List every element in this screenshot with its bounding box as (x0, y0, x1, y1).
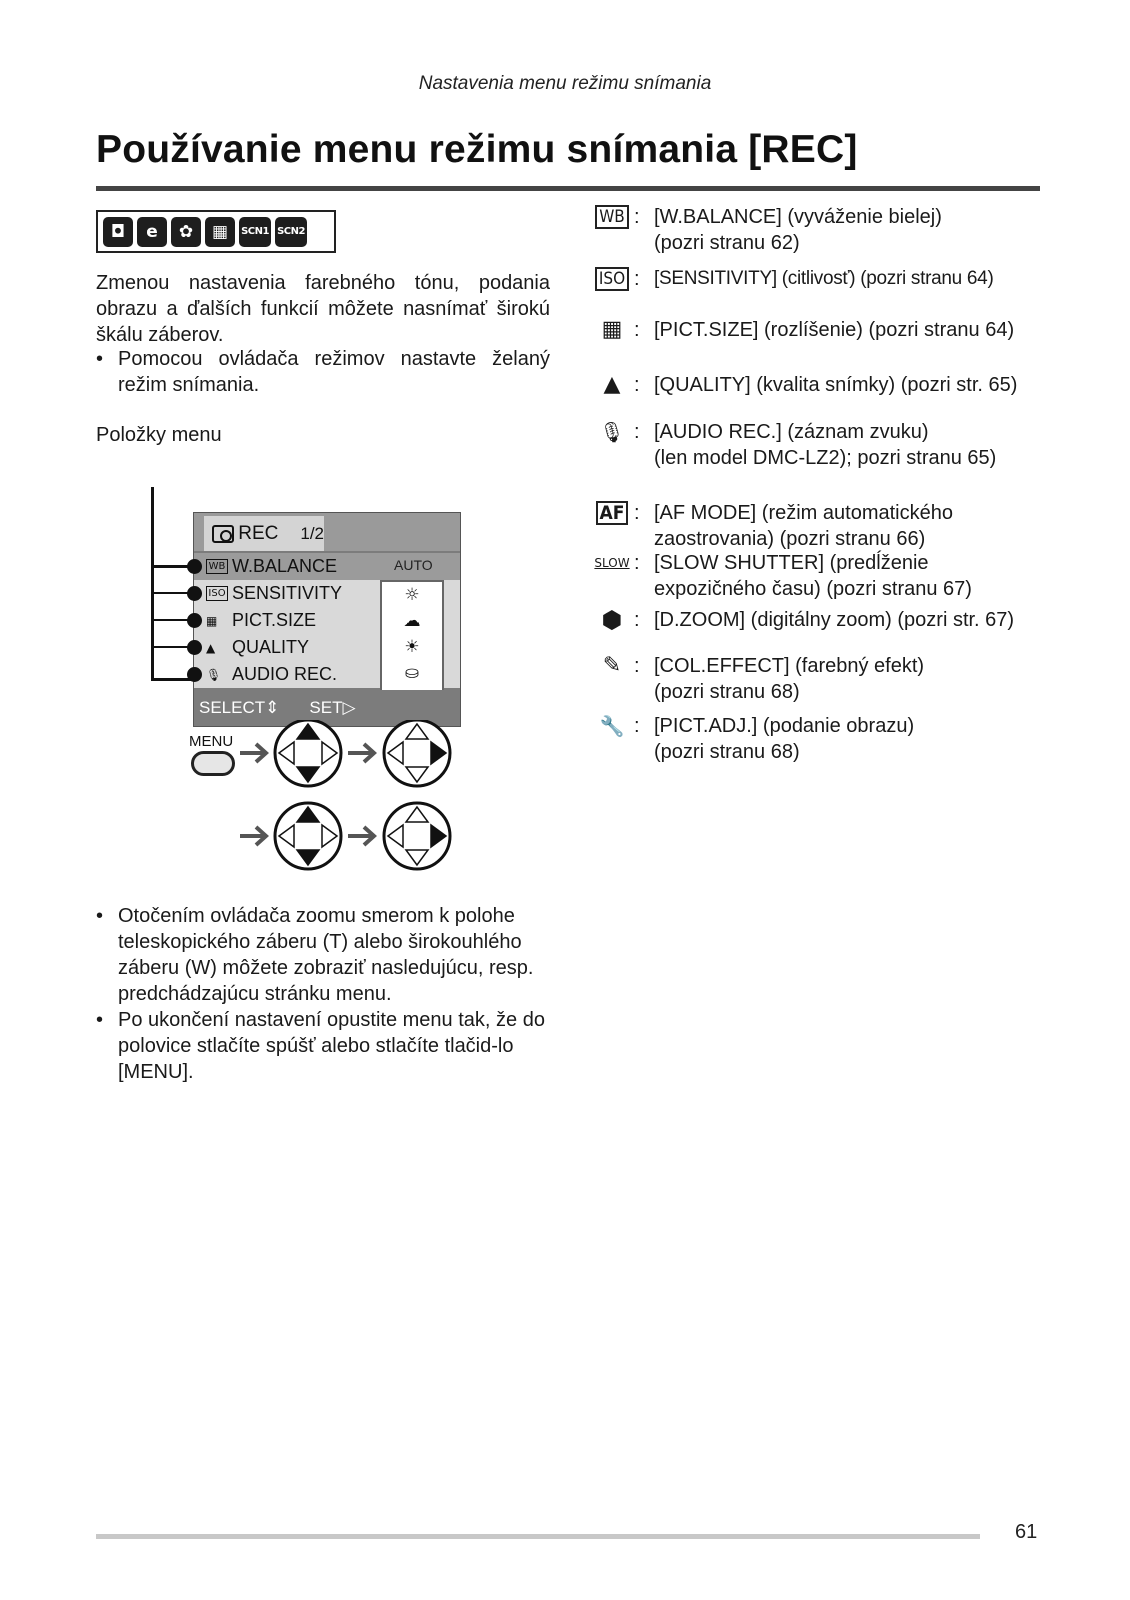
lcd-row-label: QUALITY (232, 637, 310, 657)
pict-size-icon: ▦ (601, 317, 623, 342)
colon: : (634, 552, 640, 574)
bullet-dot: • (96, 905, 104, 927)
cloudy-icon: ☁ (403, 611, 421, 631)
wb-icon: WB (595, 205, 629, 229)
lcd-rec-tab (204, 516, 324, 551)
menu-list-desc: [W.BALANCE] (vyváženie bielej) (pozri stranu 62) (654, 206, 942, 254)
menu-list-desc: [D.ZOOM] (digitálny zoom) (pozri str. 67) (654, 609, 1015, 631)
lcd-wb-value: AUTO (394, 557, 433, 573)
colon: : (634, 268, 640, 290)
lcd-row-label: AUDIO REC. (232, 664, 338, 684)
arrow-right-icon (348, 827, 374, 845)
menu-list-item (590, 607, 1044, 633)
callout-line (151, 592, 191, 594)
colon: : (634, 502, 640, 524)
menu-list-item (590, 372, 1044, 398)
running-head: Nastavenia menu režimu snímania (418, 73, 712, 94)
colon: : (634, 206, 640, 228)
menu-list-item (590, 653, 1044, 705)
bullet-dot: • (96, 1009, 104, 1031)
intro-bullet (96, 346, 550, 398)
colon: : (634, 609, 640, 631)
note-text: Po ukončení nastavení opustite menu tak, že do polovice stlačíte spúšť alebo stlačíte tlačid-lo [MENU]. (118, 1009, 545, 1083)
lcd-row-label: PICT.SIZE (232, 610, 317, 630)
menu-list-item (590, 550, 1044, 602)
slow-shutter-icon: SLOW (594, 556, 630, 570)
wrench-icon: 🔧 (599, 714, 625, 738)
menu-list-desc: [SENSITIVITY] (citlivosť) (pozri stranu 64) (654, 268, 994, 289)
iso-icon: ISO (595, 267, 629, 291)
dpad-up-down-icon (275, 720, 341, 786)
menu-list-desc: [PICT.SIZE] (rozlíšenie) (pozri stranu 64) (654, 319, 1015, 341)
menu-items-heading: Položky menu (96, 424, 222, 446)
daylight-icon: ☼ (404, 585, 420, 605)
scene2-mode-icon: SCN2 (275, 217, 307, 247)
economy-mode-icon: e (137, 217, 167, 247)
mode-icon-strip (96, 210, 336, 253)
microphone-icon: 🎙 (599, 420, 625, 444)
halogen-icon: ☀ (404, 637, 420, 657)
af-icon: AF (596, 501, 629, 525)
pict-size-icon: ▦ (206, 613, 218, 628)
dpad-right-icon (384, 803, 450, 869)
lcd-row-label: SENSITIVITY (232, 583, 343, 603)
colon: : (634, 421, 640, 443)
callout-node (187, 559, 202, 574)
menu-button-label: MENU (189, 733, 234, 750)
colon: : (634, 715, 640, 737)
camera-icon (212, 525, 234, 543)
menu-list-desc: [AUDIO REC.] (záznam zvuku) (len model DMC-LZ2); pozri stranu 65) (654, 421, 997, 469)
white-set-icon: ⛀ (404, 663, 420, 683)
intro-bullet-text: Pomocou ovládača režimov nastavte želaný režim snímania. (118, 348, 550, 396)
movie-mode-icon: ▦ (205, 217, 235, 247)
menu-list-item (590, 317, 1044, 343)
callout-line (151, 646, 191, 648)
iso-icon: ISO (206, 586, 228, 601)
page-number: 61 (1015, 1521, 1038, 1543)
menu-list-desc: [SLOW SHUTTER] (predĺženie expozičného času) (pozri stranu 67) (654, 552, 972, 600)
digital-zoom-icon: ⬢ (601, 606, 623, 634)
menu-list-desc: [AF MODE] (režim automatického zaostrovania) (pozri stranu 66) (654, 502, 953, 550)
scene1-mode-icon: SCN1 (239, 217, 271, 247)
colon: : (634, 655, 640, 677)
lcd-tab-label: REC (238, 522, 279, 544)
arrow-right-icon (348, 744, 374, 762)
lcd-footer-select: SELECT⇕ (199, 698, 280, 717)
wb-icon: WB (206, 559, 228, 574)
lcd-page-indicator: 1/2 (300, 523, 324, 543)
quality-icon: ▲ (603, 372, 621, 397)
dpad-right-icon (384, 720, 450, 786)
menu-list-desc: [QUALITY] (kvalita snímky) (pozri str. 65) (654, 374, 1018, 396)
arrow-right-icon (240, 827, 266, 845)
arrow-right-icon (240, 744, 266, 762)
dpad-sequence-diagram (235, 720, 470, 890)
note-bullet (96, 1007, 550, 1085)
menu-list-desc: [PICT.ADJ.] (podanie obrazu) (pozri stranu 68) (654, 715, 915, 763)
note-bullet (96, 903, 550, 1007)
menu-list-item (590, 266, 1044, 292)
menu-button-icon (191, 751, 235, 776)
menu-list-item (590, 713, 1044, 765)
menu-list-item (590, 204, 1044, 256)
intro-paragraph: Zmenou nastavenia farebného tónu, podania obrazu a ďalších funkcií môžete nasnímať širokú škálu záberov. (96, 272, 550, 346)
lcd-footer-set: SET▷ (309, 698, 356, 717)
menu-list-desc: [COL.EFFECT] (farebný efekt) (pozri stranu 68) (654, 655, 925, 703)
footer-rule (96, 1534, 980, 1539)
bullet-dot: • (96, 348, 104, 370)
page-title: Používanie menu režimu snímania [REC] (96, 128, 858, 171)
callout-line (151, 487, 154, 679)
quality-icon: ▲ (206, 640, 216, 655)
dpad-up-down-icon (275, 803, 341, 869)
macro-mode-icon: ✿ (171, 217, 201, 247)
menu-list-item (590, 500, 1044, 552)
camera-mode-icon: ◘ (103, 217, 133, 247)
menu-list-item (590, 419, 1044, 471)
color-effect-icon: ✎ (602, 653, 622, 678)
title-rule (96, 186, 1040, 191)
callout-node (187, 667, 202, 682)
callout-line (151, 619, 191, 621)
note-text: Otočením ovládača zoomu smerom k polohe teleskopického záberu (T) alebo širokouhlého záberu (W) môžete zobraziť nasledujúcu, resp. predchádzajúcu stránku menu. (118, 905, 534, 1005)
colon: : (634, 319, 640, 341)
lcd-menu-screen (193, 512, 461, 727)
lcd-row-label: W.BALANCE (232, 556, 338, 576)
microphone-icon: 🎙 (206, 667, 222, 682)
colon: : (634, 374, 640, 396)
